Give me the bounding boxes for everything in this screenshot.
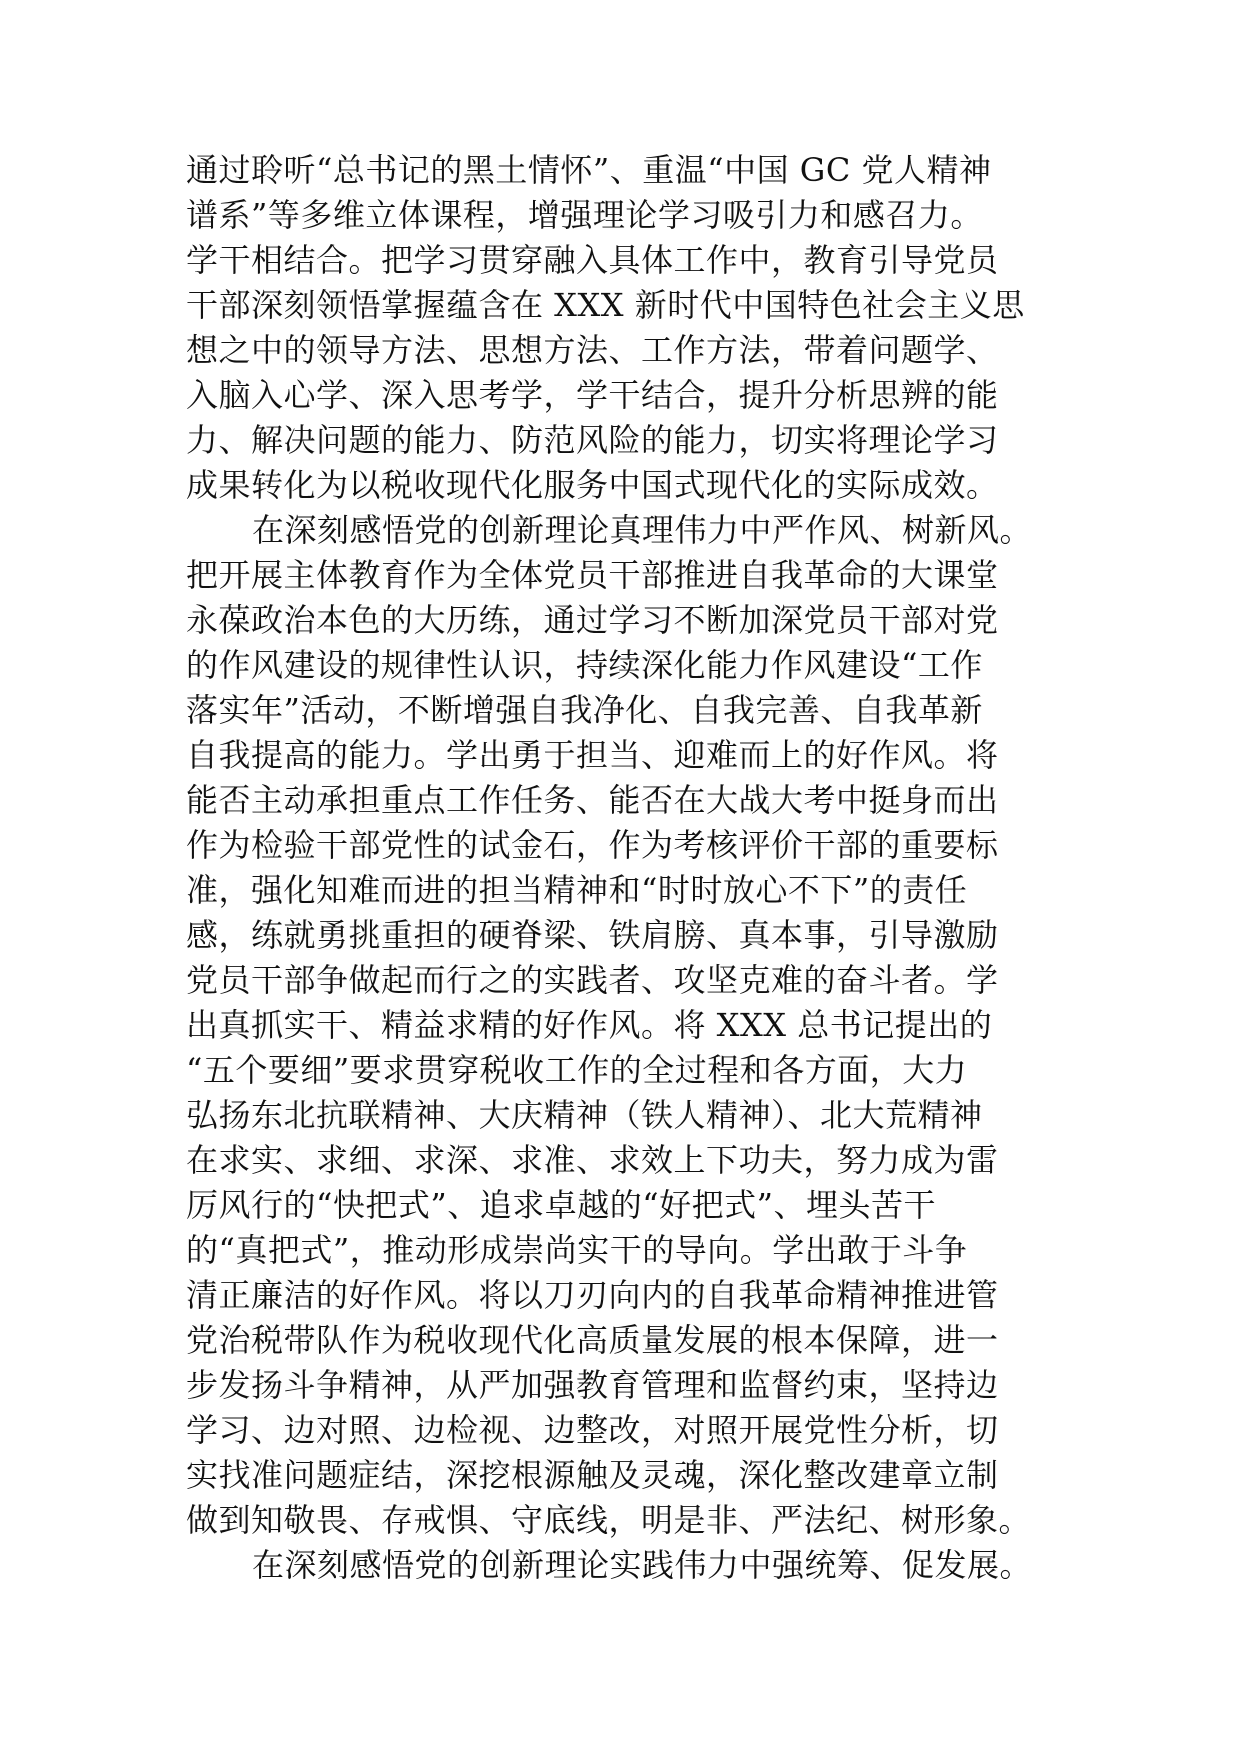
body-text bbox=[186, 148, 1066, 1588]
text-line: 谱系”等多维立体课程，增强理论学习吸引力和感召力。 bbox=[186, 196, 983, 234]
text-line: “五个要细”要求贯穿税收工作的全过程和各方面，大力 bbox=[186, 1051, 968, 1089]
text-line: 弘扬东北抗联精神、大庆精神（铁人精神）、北大荒精神 bbox=[186, 1096, 983, 1134]
text-line: 的“真把式”，推动形成崇尚实干的导向。学出敢于斗争 bbox=[186, 1231, 968, 1269]
text-line: 出真抓实干、精益求精的好作风。将 XXX 总书记提出的 bbox=[186, 1006, 993, 1044]
text-line: 自我提高的能力。学出勇于担当、迎难而上的好作风。将 bbox=[186, 736, 999, 774]
text-line: 清正廉洁的好作风。将以刀刃向内的自我革命精神推进管 bbox=[186, 1276, 999, 1314]
text-line: 学习、边对照、边检视、边整改，对照开展党性分析，切 bbox=[186, 1411, 999, 1449]
text-line: 干部深刻领悟掌握蕴含在 XXX 新时代中国特色社会主义思 bbox=[186, 286, 1025, 324]
text-line: 能否主动承担重点工作任务、能否在大战大考中挺身而出 bbox=[186, 781, 999, 819]
text-line: 厉风行的“快把式”、追求卓越的“好把式”、埋头苦干 bbox=[186, 1186, 936, 1224]
text-line: 感，练就勇挑重担的硬脊梁、铁肩膀、真本事，引导激励 bbox=[186, 916, 999, 954]
text-line: 成果转化为以税收现代化服务中国式现代化的实际成效。 bbox=[186, 466, 999, 504]
text-line: 党员干部争做起而行之的实践者、攻坚克难的奋斗者。学 bbox=[186, 961, 999, 999]
text-line: 想之中的领导方法、思想方法、工作方法，带着问题学、 bbox=[186, 331, 999, 369]
text-line: 把开展主体教育作为全体党员干部推进自我革命的大课堂 bbox=[186, 556, 999, 594]
text-line: 力、解决问题的能力、防范风险的能力，切实将理论学习 bbox=[186, 421, 999, 459]
text-line: 在求实、求细、求深、求准、求效上下功夫，努力成为雷 bbox=[186, 1141, 999, 1179]
text-line: 学干相结合。把学习贯穿融入具体工作中，教育引导党员 bbox=[186, 241, 999, 279]
text-line: 入脑入心学、深入思考学，学干结合，提升分析思辨的能 bbox=[186, 376, 999, 414]
text-line: 的作风建设的规律性认识，持续深化能力作风建设“工作 bbox=[186, 646, 983, 684]
text-line: 作为检验干部党性的试金石，作为考核评价干部的重要标 bbox=[186, 826, 999, 864]
text-line: 通过聆听“总书记的黑土情怀”、重温“中国 GC 党人精神 bbox=[186, 151, 992, 189]
text-line: 准，强化知难而进的担当精神和“时时放心不下”的责任 bbox=[186, 871, 968, 909]
text-line: 实找准问题症结，深挖根源触及灵魂，深化整改建章立制 bbox=[186, 1456, 999, 1494]
text-line: 步发扬斗争精神，从严加强教育管理和监督约束，坚持边 bbox=[186, 1366, 999, 1404]
paragraph-start-line: 在深刻感悟党的创新理论实践伟力中强统筹、促发展。 bbox=[252, 1546, 1033, 1584]
text-line: 落实年”活动，不断增强自我净化、自我完善、自我革新 bbox=[186, 691, 983, 729]
text-line: 党治税带队作为税收现代化高质量发展的根本保障，进一 bbox=[186, 1321, 999, 1359]
text-line: 做到知敬畏、存戒惧、守底线，明是非、严法纪、树形象。 bbox=[186, 1501, 1032, 1539]
text-line: 永葆政治本色的大历练，通过学习不断加深党员干部对党 bbox=[186, 601, 999, 639]
paragraph-start-line: 在深刻感悟党的创新理论真理伟力中严作风、树新风。 bbox=[252, 511, 1033, 549]
